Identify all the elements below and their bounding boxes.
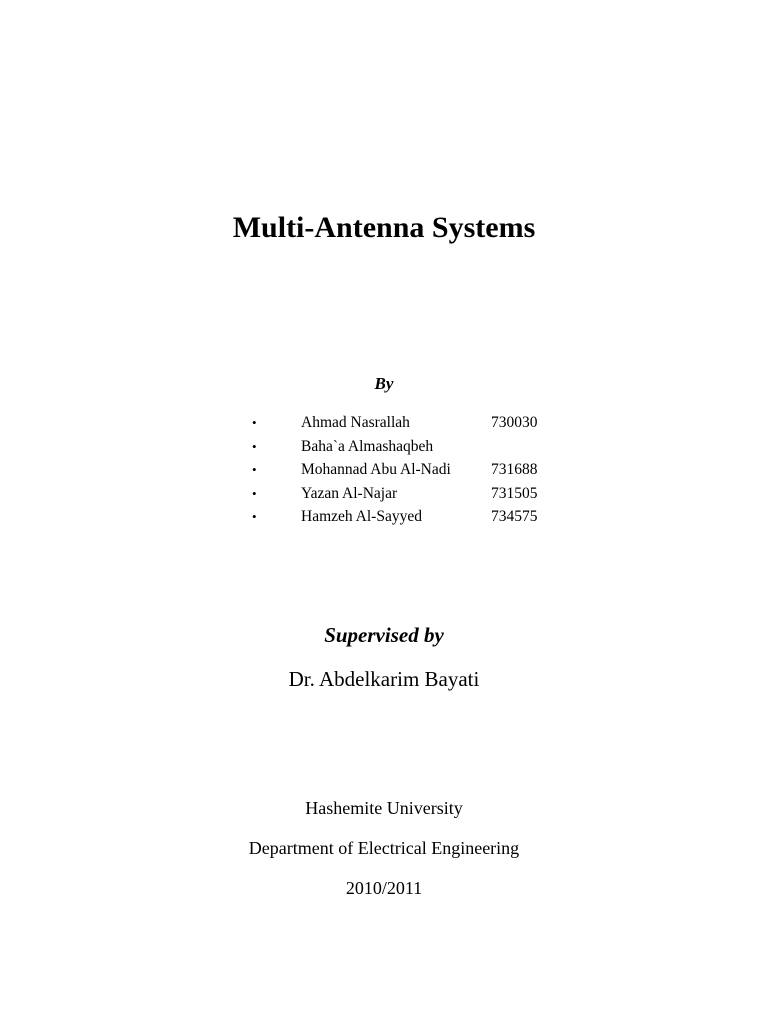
author-row — [0, 505, 768, 529]
author-id: 734575 — [491, 508, 538, 525]
author-row — [0, 482, 768, 506]
author-id: 731688 — [491, 461, 538, 478]
bullet-icon: • — [252, 438, 257, 454]
bullet-icon: • — [252, 509, 257, 524]
author-id: 731505 — [491, 484, 538, 502]
author-name: Ahmad Nasrallah — [301, 414, 410, 431]
academic-year: 2010/2011 — [345, 878, 423, 898]
document-title: Multi-Antenna Systems — [232, 211, 536, 244]
bullet-icon: • — [252, 485, 257, 501]
author-row — [0, 435, 768, 459]
author-id: 730030 — [491, 414, 538, 431]
author-name: Mohannad Abu Al-Nadi — [301, 461, 451, 478]
university-name: Hashemite University — [305, 798, 463, 818]
author-row — [0, 458, 768, 482]
supervisor-name: Dr. Abdelkarim Bayati — [288, 667, 480, 691]
author-row — [0, 411, 768, 435]
bullet-icon: • — [252, 415, 257, 430]
author-name: Hamzeh Al-Sayyed — [301, 508, 422, 525]
author-list — [0, 411, 768, 529]
author-name: Baha`a Almashaqbeh — [301, 437, 434, 455]
by-label: By — [374, 374, 394, 393]
department-name: Department of Electrical Engineering — [248, 838, 520, 858]
bullet-icon: • — [252, 462, 257, 477]
author-name: Yazan Al-Najar — [301, 484, 398, 502]
supervised-by-label: Supervised by — [324, 623, 444, 647]
